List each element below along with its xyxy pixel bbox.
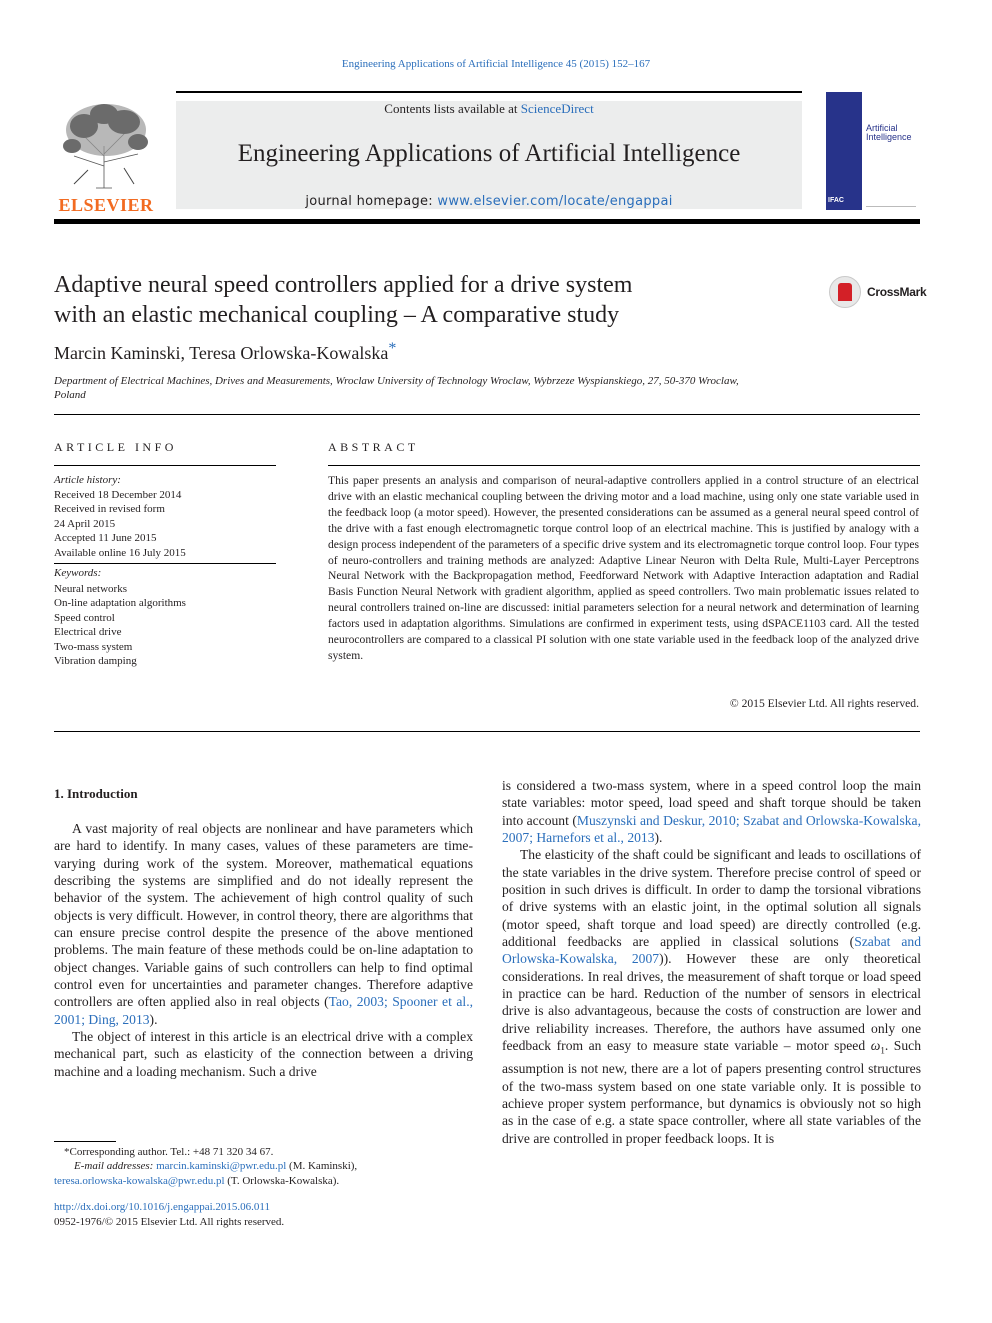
abstract-text: This paper presents an analysis and comparison of neural-adaptive controllers applied in a control structure of an electrical drive with an elastic mechanical coupling between the driving motor and a load machine, using only one state variable used in the feedback loop (a motor speed). However, the presented considerations can be assumed as a general neural speed control of the drive with a fast enough electromagnetic torque control loop of an electrical machine. This is justified by analogy with a design process independent of the parameters of a specific drive system and its electromagnetic torque control loop. Four types of neuro-controllers and training methods are analyzed: Adaptive Linear Neuron with Delta Rule, Multi-Layer Perceptrons Neural Network with the Backpropagation method, Feedforward Network with Adaptive Interaction adaptation and Radial Basis Function Neural Network with gradient algorithm, applied as speed controllers. Two main problematic issues related to neural controllers trained on-line are discussed: initial parameters selection for a neural network and determination of learning factors used in adaptation algorithms. Simulations are confirmed in experiment tests, using dSPACE1103 card. All the tested neurocontrollers are compared to a classical PI solution with one state variable used in the feedback loop of the analyzed drive system.: [328, 474, 919, 662]
history-item: Received in revised form: [54, 503, 165, 516]
crossmark-icon: [829, 276, 861, 308]
sciencedirect-link[interactable]: ScienceDirect: [520, 101, 594, 116]
keyword: Two-mass system: [54, 640, 133, 653]
body-column-left: [54, 820, 473, 1080]
abstract-copyright: © 2015 Elsevier Ltd. All rights reserved.: [729, 697, 919, 710]
keyword: Vibration damping: [54, 655, 137, 668]
divider: [54, 414, 920, 415]
cover-title-line: Artificial: [866, 123, 898, 133]
body-column-right: [502, 777, 921, 1147]
affiliation-line: Department of Electrical Machines, Drives and Measurements, Wroclaw University of Technology Wroclaw, Wybrzeze Wyspianskiego, 27, 50-370 Wroclaw,: [54, 375, 739, 387]
cover-title: [866, 124, 912, 142]
history-item: 24 April 2015: [54, 517, 116, 530]
cover-title-line: Intelligence: [866, 132, 912, 142]
contents-line: [176, 101, 802, 117]
homepage-prefix: journal homepage:: [305, 194, 438, 209]
cover-spine: [826, 92, 862, 210]
homepage-link[interactable]: www.elsevier.com/locate/engappai: [437, 194, 673, 209]
math-subscript: 1: [880, 1045, 885, 1056]
keywords-label: Keywords:: [54, 567, 102, 579]
divider: [54, 731, 920, 732]
keyword: On-line adaptation algorithms: [54, 597, 186, 610]
footnote-rule: [54, 1141, 116, 1142]
paragraph-text: The object of interest in this article is an electrical drive with a complex mechanical part, such as elasticity of the connection between a driving machine and a loading mechanism. Such a drive: [54, 1029, 473, 1079]
citation-link[interactable]: Tao, 2003; Spooner et al., 2001; Ding, 2013: [54, 994, 473, 1027]
paragraph-text: ).: [149, 1011, 158, 1027]
paragraph: [502, 777, 921, 846]
abstract-heading: ABSTRACT: [328, 440, 419, 454]
email-owner: (T. Orlowska-Kowalska).: [224, 1174, 340, 1187]
banner-top-rule: [176, 91, 802, 93]
divider: [328, 465, 920, 466]
paragraph-text: The elasticity of the shaft could be significant and leads to oscillations of the state variables in the drive system. Therefore precise control of speed or position in such drives is difficult. In order to damp the torsional vibrations of drive systems with an elastic joint, in the optimal solution all signals (motor speed, shaft torque and load speed) are directly controlled (e.g. additional feedbacks are applied in classical solutions (: [502, 847, 921, 950]
affiliation-line: Poland: [54, 389, 86, 401]
history-item: Available online 16 July 2015: [54, 546, 186, 559]
journal-reference[interactable]: Engineering Applications of Artificial Intelligence 45 (2015) 152–167: [341, 58, 651, 70]
journal-homepage: [176, 194, 802, 209]
crossmark-button[interactable]: [829, 276, 925, 310]
elsevier-logo: [54, 96, 158, 216]
divider: [54, 465, 276, 466]
corresponding-author-link[interactable]: *: [388, 340, 397, 357]
keyword: Speed control: [54, 611, 115, 624]
email-label: E-mail addresses:: [74, 1160, 154, 1173]
email-link[interactable]: marcin.kaminski@pwr.edu.pl: [156, 1160, 287, 1173]
paper-title: [54, 270, 774, 330]
paragraph-text: is considered a two-mass system, where in a speed control loop the main state variables: motor speed, load speed and shaft torque should be taken into account (: [502, 778, 921, 828]
author-names: Marcin Kaminski, Teresa Orlowska-Kowalska: [54, 343, 389, 363]
paragraph-text: )). However these are only theoretical considerations. In real drives, the measurement of shaft torque or load speed in practice can be hard. Reduction of the number of sensors in electrical drive is also advantageous, because the costs of construction are lower and drive reliability increases. Therefore, the authors have assumed only one feedback from an easy to measure state variable – motor speed: [502, 951, 921, 1054]
footnote-text: Corresponding author. Tel.: +48 71 320 34 67.: [69, 1146, 274, 1158]
keyword: Electrical drive: [54, 626, 122, 639]
article-history-label: Article history:: [54, 474, 121, 486]
paragraph-text: A vast majority of real objects are nonlinear and have parameters which are hard to identify. In many cases, values of these parameters are time-varying during work of the system. Moreover, mathematical equations describing the systems are simplified and do not ideally represent the behavior of the system. The achievement of high control quality of such objects is very difficult. However, in control theory, there are algorithms that can ensure precise control despite the presence of the above mentioned problems. The main feature of these methods could be on-line adaptation to object changes. Variable gains of such controllers can help to find optimal control even for uncertainties and parameter changes. Therefore adaptive controllers are often applied also in real objects (: [54, 821, 473, 1010]
title-line: with an elastic mechanical coupling – A comparative study: [54, 302, 620, 328]
keyword: Neural networks: [54, 583, 128, 595]
email-owner: (M. Kaminski),: [286, 1160, 358, 1173]
history-item: Received 18 December 2014: [54, 489, 182, 501]
footnote-mark: *: [64, 1146, 70, 1158]
article-info-heading: ARTICLE INFO: [54, 440, 177, 454]
affiliation: [54, 374, 814, 402]
contents-prefix: Contents lists available at: [384, 101, 521, 116]
cover-badge: IFAC: [828, 197, 844, 204]
email-link[interactable]: teresa.orlowska-kowalska@pwr.edu.pl: [54, 1174, 225, 1187]
keywords-list: [54, 582, 186, 668]
doi-link[interactable]: http://dx.doi.org/10.1016/j.engappai.2015.06.011: [54, 1201, 271, 1213]
section-heading-introduction: 1. Introduction: [54, 786, 138, 801]
email-footnote: [54, 1159, 484, 1173]
footnotes: [54, 1145, 484, 1188]
cover-rule: [866, 206, 916, 207]
header-rule: [54, 219, 920, 224]
article-history: [54, 488, 186, 560]
citation-link[interactable]: Szabat and Orlowska-Kowalska, 2007: [502, 934, 921, 967]
elsevier-tree-icon: [54, 96, 158, 192]
paragraph-text: . Such assumption is not new, there are a lot of papers presenting control structures of the two-mass system based on one state variable only. It is possible to achieve proper system performance, but dynamics is obviously not so high as in the case of e.g. a state space controller, where all state variables of the drive are controlled in proper feedback loops. It is: [502, 1038, 921, 1146]
journal-name: Engineering Applications of Artificial Intelligence: [237, 140, 741, 167]
citation-link[interactable]: Muszynski and Deskur, 2010; Szabat and Orlowska-Kowalska, 2007; Harnefors et al., 2013: [502, 812, 921, 846]
history-item: Accepted 11 June 2015: [54, 532, 157, 545]
crossmark-label: CrossMark: [867, 285, 927, 299]
publisher-name: ELSEVIER: [58, 195, 154, 215]
paragraph: [502, 846, 921, 1147]
authors: [54, 340, 396, 364]
corresponding-footnote: [54, 1145, 484, 1159]
email-footnote-cont: [54, 1174, 484, 1188]
paragraph: [54, 820, 473, 1028]
issn-line: 0952-1976/© 2015 Elsevier Ltd. All rights reserved.: [54, 1216, 285, 1228]
divider: [54, 563, 276, 564]
journal-cover-thumbnail[interactable]: [826, 92, 920, 210]
math-symbol-omega: ω: [870, 1038, 881, 1054]
paragraph-text: ).: [654, 830, 663, 846]
paragraph: [54, 1028, 473, 1080]
title-line: Adaptive neural speed controllers applied for a drive system: [54, 272, 633, 298]
